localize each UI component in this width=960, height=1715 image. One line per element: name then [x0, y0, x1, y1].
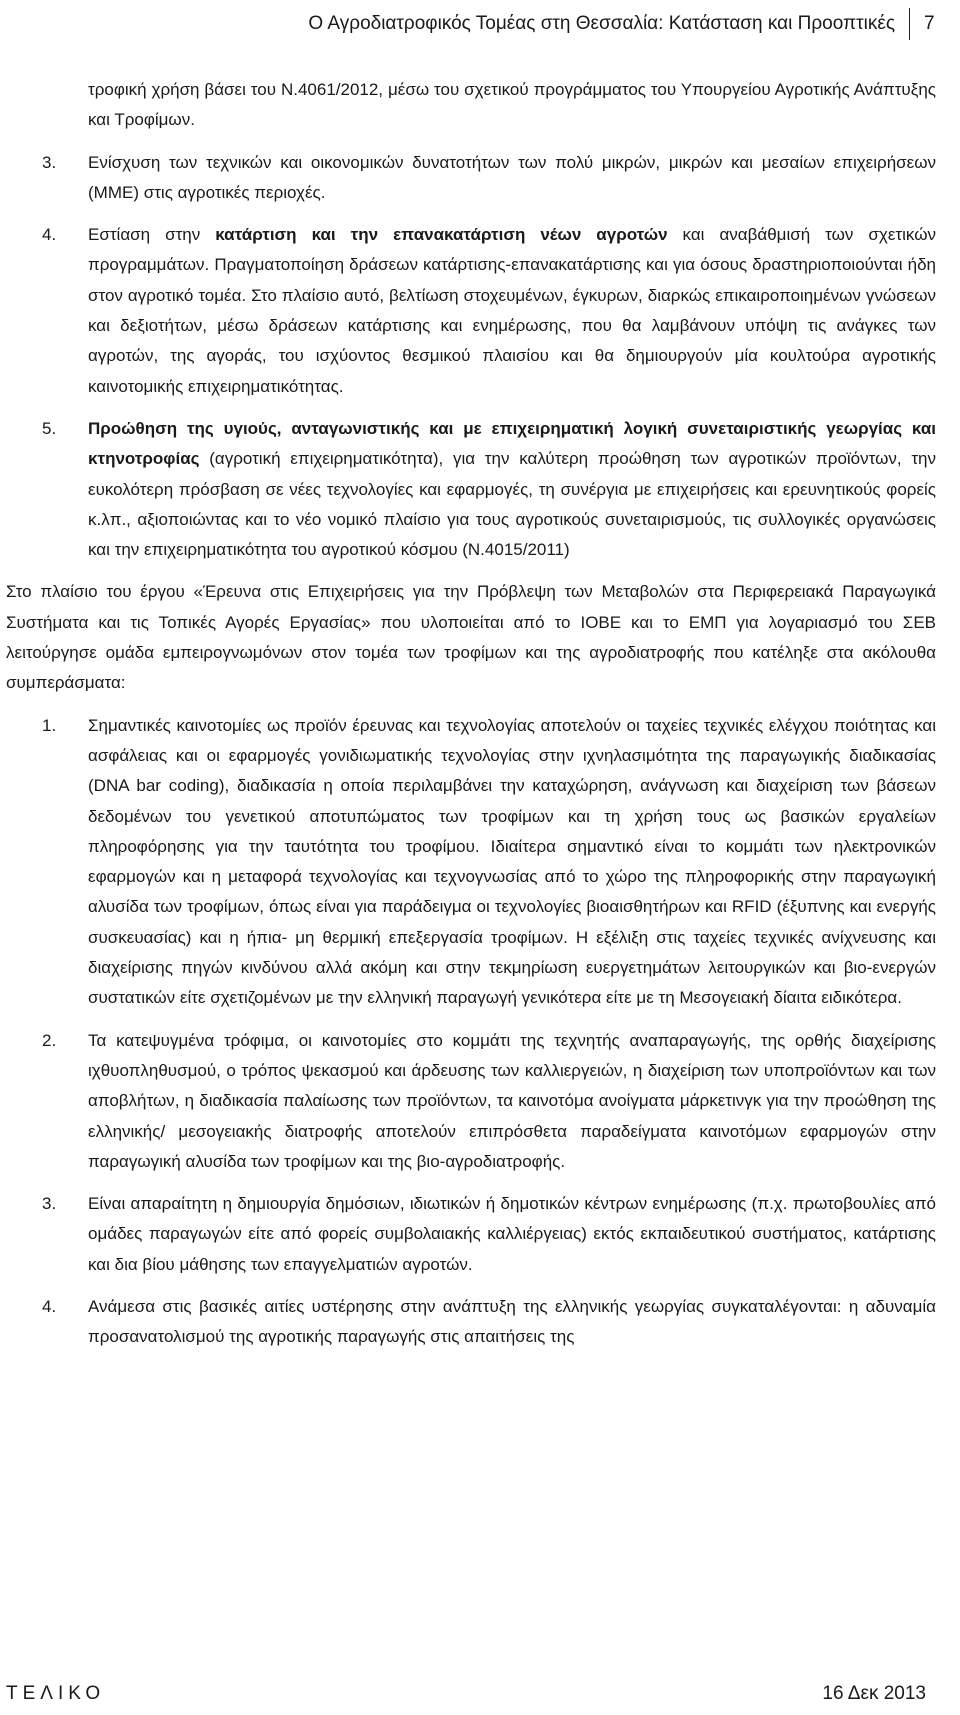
list-item: [6, 711, 936, 1014]
list-number: 1.: [42, 715, 57, 735]
text-run: (αγροτική επιχειρηματικότητα), για την καλύτερη προώθηση των αγροτικών προϊόντων, την ευκολότερη πρόσβαση σε νέες τεχνολογίες και εφαρμογές, τη συνέργια με επιχειρήσεις και ερευνητικούς φορείς κ.λπ., αξιοποιώντας και το νέο νομικό πλαίσιο για τους αγροτικούς συνεταιρισμούς, τις συλλογικές οργανώσεις και την επιχειρηματικότητα του αγροτικού κόσμου (Ν.4015/2011): [88, 449, 936, 560]
running-header: [0, 6, 938, 42]
list-item: [6, 220, 936, 402]
header-title: Ο Αγροδιατροφικός Τομέας στη Θεσσαλία: Κατάσταση και Προοπτικές: [308, 13, 895, 34]
text-run: και αναβάθμισή των σχετικών προγραμμάτων. Πραγματοποίηση δράσεων κατάρτισης-επανακατάρτισης και για όσους δραστηριοποιούνται ήδη στον αγροτικό τομέα. Στο πλαίσιο αυτό, βελτίωση στοχευμένων, έγκυρων, διαρκώς επικαιροποιημένων γνώσεων και δεξιοτήτων, μέσω δράσεων κατάρτισης και ενημέρωσης, που θα λαμβάνουν υπόψη τις ανάγκες των αγροτών, της αγοράς, του ισχύοντος θεσμικού πλαισίου και θα δημιουργούν μία κουλτούρα αγροτικής καινοτομικής επιχειρηματικότητας.: [88, 225, 936, 396]
list-number: 2.: [42, 1030, 57, 1050]
conclusions-list: [6, 711, 936, 1353]
list-item-text: Σημαντικές καινοτομίες ως προϊόν έρευνας και τεχνολογίας αποτελούν οι ταχείες τεχνικές ελέγχου ποιότητας και ασφάλειας και οι εφαρμογές γονιδιωματικής τεχνολογίας στην ιχνηλασιμότητα της παραγωγικής διαδικασίας (DNA bar coding), διαδικασία η οποία περιλαμβάνει την καταχώρηση, ανάγνωση και διαχείριση των βάσεων δεδομένων του γενετικού αποτυπώματος των τροφίμων και τη χρήση τους ως βασικών εργαλείων πληροφόρησης για την ταυτότητα του τροφίμου. Ιδιαίτερα σημαντικό είναι το κομμάτι των ηλεκτρονικών εφαρμογών και η μεταφορά τεχνολογίας και τεχνογνωσίας από το χώρο της πληροφορικής στην παραγωγική αλυσίδα των τροφίμων, όπως είναι για παράδειγμα οι τεχνολογίες βιοαισθητήρων και RFID (έξυπνης και ενεργής συσκευασίας) και η ήπια- μη θερμική επεξεργασία τροφίμων. Η εξέλιξη στις ταχείες τεχνικές ανίχνευσης και διαχείρισης πηγών κινδύνου αλλά ακόμη και στην τεκμηρίωση ευεργετημάτων λειτουργικών και βιο-ενεργών συστατικών είτε σχετιζομένων με την ελληνική παραγωγή γενικότερα είτε με τη Μεσογειακή δίαιτα ειδικότερα.: [88, 715, 936, 1008]
body-content: [6, 75, 936, 1365]
list-item: [6, 1189, 936, 1280]
list-item: [6, 1026, 936, 1177]
list-number: 5.: [42, 418, 57, 438]
list-item-text: Ανάμεσα στις βασικές αιτίες υστέρησης στην ανάπτυξη της ελληνικής γεωργίας συγκαταλέγονται: η αδυναμία προσανατολισμού της αγροτικής παραγωγής στις απαιτήσεις της: [88, 1296, 936, 1347]
list-item-continuation: [6, 75, 936, 136]
footer-date: 16 Δεκ 2013: [822, 1683, 926, 1704]
bold-emphasis: κατάρτιση και την επανακατάρτιση νέων αγροτών: [215, 225, 668, 245]
running-footer: [6, 1683, 926, 1705]
list-number: 3.: [42, 1194, 57, 1214]
list-item: [6, 148, 936, 209]
list-item-text: Είναι απαραίτητη η δημιουργία δημόσιων, ιδιωτικών ή δημοτικών κέντρων ενημέρωσης (π.χ. πρωτοβουλίες από ομάδες παραγωγών είτε από φορείς συμβολαιακής καλλιέργειας) εκτός εκπαιδευτικού συστήματος, κατάρτισης και δια βίου μάθησης των επαγγελματιών αγροτών.: [88, 1194, 936, 1274]
footer-status-label: ΤΕΛΙΚΟ: [6, 1683, 106, 1704]
intro-paragraph: Στο πλαίσιο του έργου «Έρευνα στις Επιχειρήσεις για την Πρόβλεψη των Μεταβολών στα Περιφερειακά Παραγωγικά Συστήματα και τις Τοπικές Αγορές Εργασίας» που υλοποιείται από το ΙΟΒΕ και το ΕΜΠ για λογαριασμό του ΣΕΒ λειτούργησε ομάδα εμπειρογνωμόνων στον τομέα των τροφίμων και της αγροδιατροφής που κατέληξε στα ακόλουθα συμπεράσματα:: [6, 582, 936, 693]
page-number: 7: [924, 13, 935, 34]
list-item-text: [88, 414, 936, 565]
list-item: [6, 1292, 936, 1353]
continuation-text: τροφική χρήση βάσει του Ν.4061/2012, μέσω του σχετικού προγράμματος του Υπουργείου Αγροτικής Ανάπτυξης και Τροφίμων.: [88, 80, 936, 130]
bold-emphasis: Προώθηση της υγιούς, ανταγωνιστικής και με επιχειρηματική λογική συνεταιριστικής γεωργίας και κτηνοτροφίας: [88, 418, 936, 469]
list-item-text: Τα κατεψυγμένα τρόφιμα, οι καινοτομίες στο κομμάτι της τεχνητής αναπαραγωγής, της ορθής διαχείρισης ιχθυοπληθυσμού, ο τρόπος ψεκασμού και άρδευσης των καλλιεργειών, η διαχείριση των υποπροϊόντων και των αποβλήτων, η διαδικασία παλαίωσης των προϊόντων, τα καινοτόμα ανοίγματα μάρκετινγκ για την προώθηση της ελληνικής/ μεσογειακής διατροφής αποτελούν επιπρόσθετα παραδείγματα καινοτόμων εφαρμογών στην παραγωγική αλυσίδα των τροφίμων και της βιο-αγροδιατροφής.: [88, 1030, 936, 1171]
list-item: [6, 414, 936, 565]
list-number: 3.: [42, 152, 57, 172]
list-item-text: Ενίσχυση των τεχνικών και οικονομικών δυνατοτήτων των πολύ μικρών, μικρών και μεσαίων επιχειρήσεων (ΜΜΕ) στις αγροτικές περιοχές.: [88, 152, 936, 202]
list-number: 4.: [42, 1296, 57, 1316]
list-number: 4.: [42, 225, 57, 245]
text-run: Εστίαση στην: [88, 225, 216, 245]
list-item-text: [88, 220, 936, 402]
